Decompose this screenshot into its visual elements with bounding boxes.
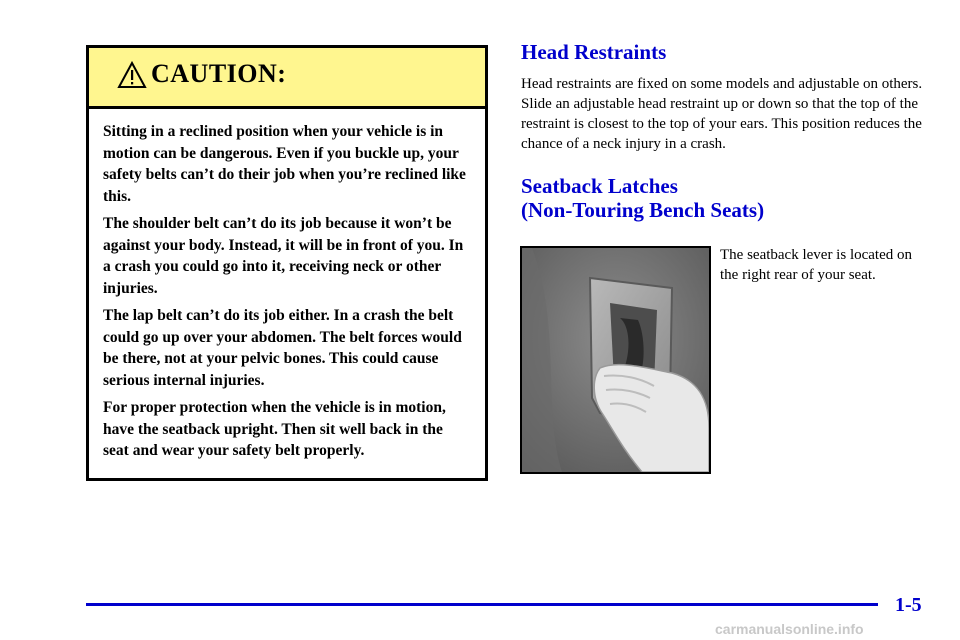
caution-paragraph: The shoulder belt can’t do its job because it won’t be against your body. Instead, it will be in front of you. In a crash you could go into it, receiving neck or other injuries.	[103, 215, 464, 297]
seatback-latches-heading	[521, 174, 931, 222]
warning-triangle-icon	[117, 61, 147, 89]
caution-paragraph: The lap belt can’t do its job either. In a crash the belt could go up over your abdomen. The belt forces would be there, not at your pelvic bones. This could cause serious internal injuries.	[103, 307, 462, 389]
caution-paragraph: Sitting in a reclined position when your vehicle is in motion can be dangerous. Even if you buckle up, your safety belts can’t do their job when you’re reclined like this.	[103, 123, 466, 205]
caution-title: CAUTION:	[151, 59, 287, 88]
photo-caption: The seatback lever is located on the right rear of your seat.	[720, 247, 912, 283]
seatback-latches-heading-line1: Seatback Latches	[521, 174, 678, 198]
seatback-lever-photo	[520, 246, 711, 474]
seatback-latches-heading-line2: (Non-Touring Bench Seats)	[521, 198, 765, 222]
footer-rule	[86, 603, 878, 606]
caution-box	[86, 45, 488, 481]
watermark: carmanualsonline.info	[715, 621, 864, 637]
head-restraints-body: Head restraints are fixed on some models and adjustable on others. Slide an adjustable head restraint up or down so that the top of the restraint is closest to the top of your ears. This position reduces the chance of a neck injury in a crash.	[521, 76, 923, 152]
caution-header	[89, 48, 485, 109]
right-column	[521, 40, 931, 222]
head-restraints-heading: Head Restraints	[521, 40, 667, 64]
page-number: 1-5	[895, 594, 922, 616]
caution-body	[89, 109, 485, 462]
caution-paragraph: For proper protection when the vehicle is in motion, have the seatback upright. Then sit well back in the seat and wear your safety belt properly.	[103, 399, 446, 459]
